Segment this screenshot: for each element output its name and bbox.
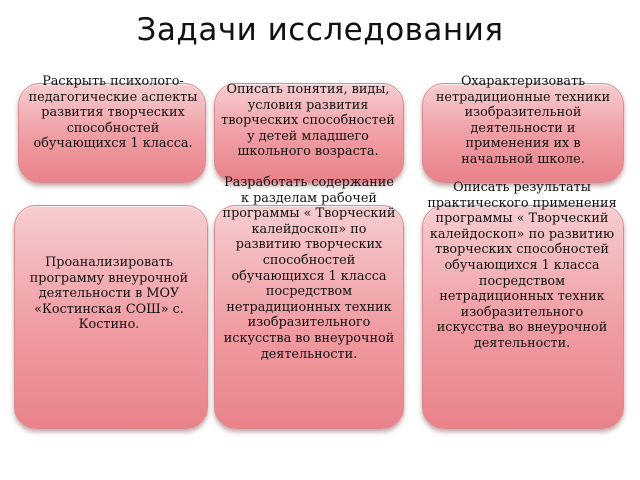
slide-title: Задачи исследования: [136, 12, 504, 48]
task-text-3: Охарактеризовать нетрадиционные техники изобразительной деятельности и применения их в начальной школе.: [435, 74, 611, 167]
task-text-6: Описать результаты практического применения программы « Творческий калейдоскоп» по развитию творческих способностей обучающихся 1 класса посредством нетрадиционных техник изобразительного искусства во внеурочной деятельности.: [427, 180, 617, 351]
task-text-4: Проанализировать программу внеурочной деятельности в МОУ «Костинская СОШ» с. Костино.: [29, 255, 189, 333]
task-text-1: Раскрыть психолого-педагогические аспекты развития творческих способностей обучающихся 1 класса.: [28, 74, 198, 152]
task-text-2: Описать понятия, виды, условия развития творческих способностей у детей младшего школьного возраста.: [221, 82, 395, 160]
task-text-5: Разработать содержание к разделам рабочей программы « Творческий калейдоскоп» по развитию творческих способностей обучающихся 1 класса посредством нетрадиционных техник изобразительного искусства во внеурочной деятельности.: [222, 175, 396, 362]
